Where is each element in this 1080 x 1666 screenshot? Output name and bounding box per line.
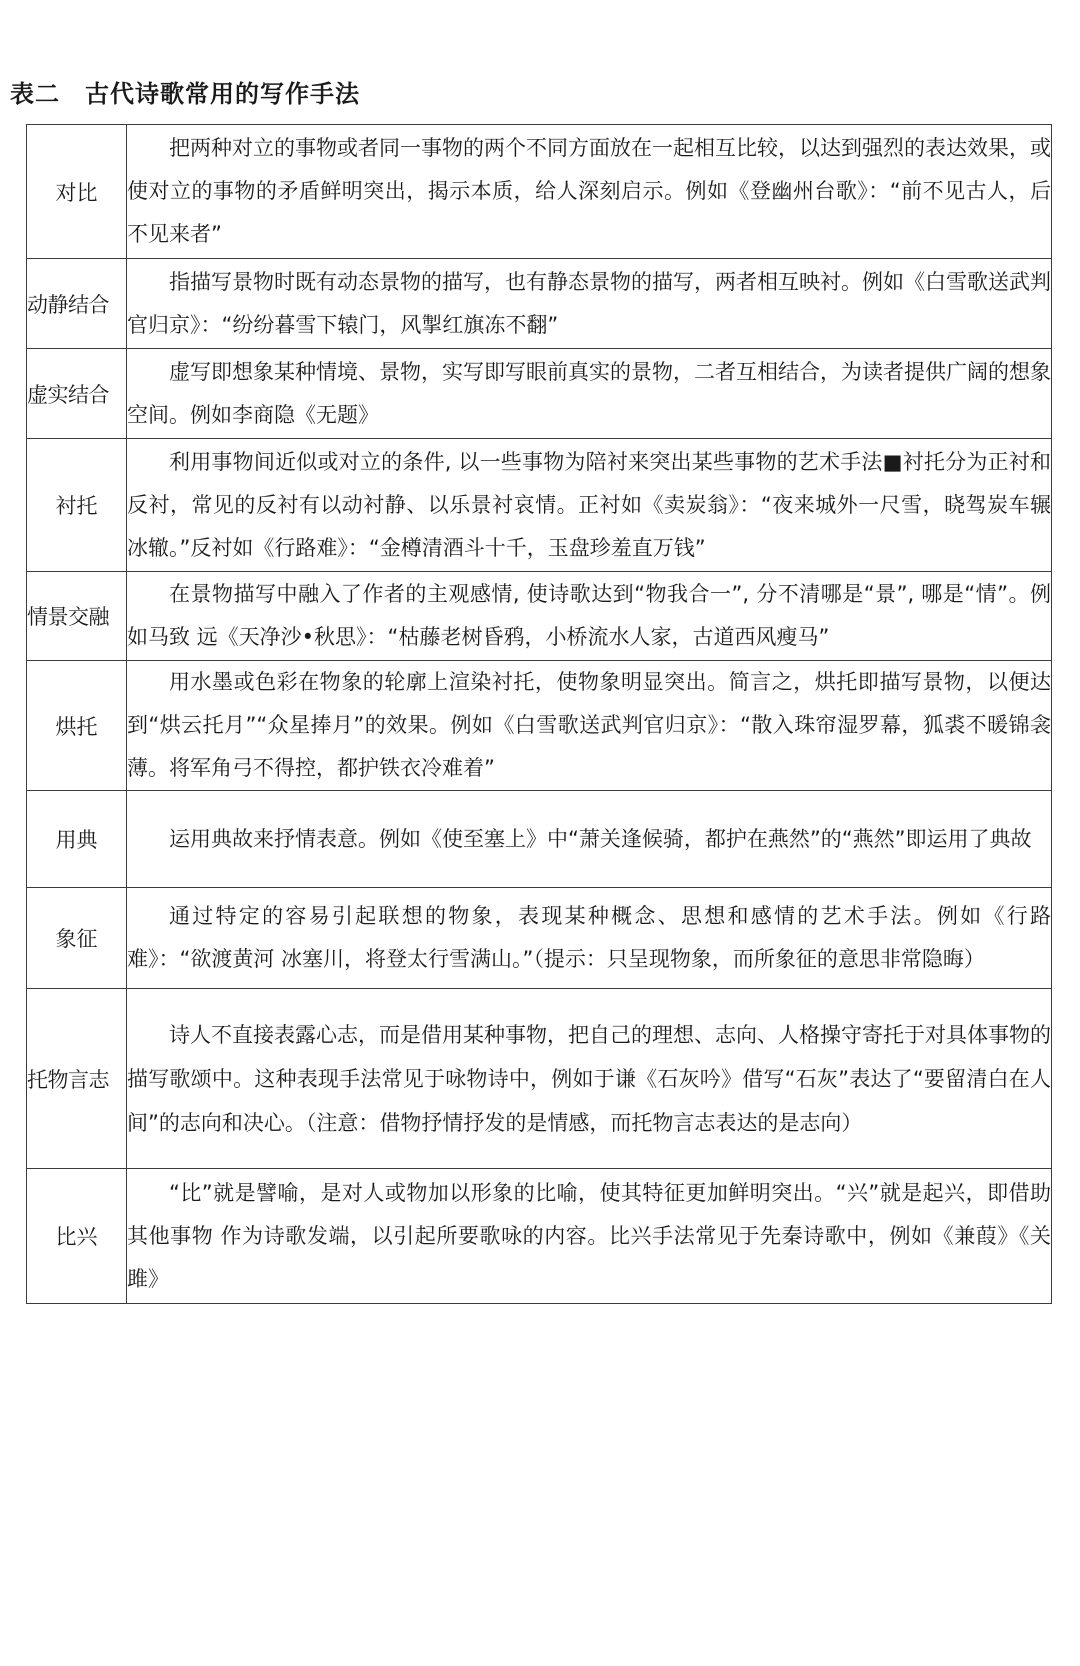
- method-name: 动静结合: [27, 259, 127, 349]
- table-row: [27, 572, 1052, 661]
- table-row: [27, 439, 1052, 572]
- method-name: 比兴: [27, 1169, 127, 1304]
- method-description: 虚写即想象某种情境、景物，实写即写眼前真实的景物，二者互相结合，为读者提供广阔的想象空间。例如李商隐《无题》: [127, 349, 1052, 439]
- method-description: 用水墨或色彩在物象的轮廓上渲染衬托，使物象明显突出。简言之，烘托即描写景物，以便达到“烘云托月”“众星捧月”的效果。例如《白雪歌送武判官归京》：“散入珠帘湿罗幕，狐裘不暖锦衾薄。将军角弓不得控，都护铁衣冷难着”: [127, 661, 1052, 791]
- method-description: 运用典故来抒情表意。例如《使至塞上》中“萧关逢候骑，都护在燕然”的“燕然”即运用了典故: [127, 791, 1052, 888]
- method-name: 烘托: [27, 661, 127, 791]
- method-name: 虚实结合: [27, 349, 127, 439]
- method-description: 在景物描写中融入了作者的主观感情, 使诗歌达到“物我合一”, 分不清哪是“景”, 哪是“情”。例如马致 远《天净沙•秋思》：“枯藤老树昏鸦，小桥流水人家，古道西风瘦马”: [127, 572, 1052, 661]
- method-description: 指描写景物时既有动态景物的描写，也有静态景物的描写，两者相互映衬。例如《白雪歌送武判官归京》：“纷纷暮雪下辕门，风掣红旗冻不翻”: [127, 259, 1052, 349]
- table-row: [27, 1169, 1052, 1304]
- table-row: [27, 125, 1052, 259]
- method-description: 利用事物间近似或对立的条件, 以一些事物为陪衬来突出某些事物的艺术手法■衬托分为正衬和反衬，常见的反衬有以动衬静、以乐景衬哀情。正衬如《卖炭翁》：“夜来城外一尺雪，晓驾炭车辗冰辙。”反衬如《行路难》：“金樽清酒斗十千，玉盘珍羞直万钱”: [127, 439, 1052, 572]
- method-name: 象征: [27, 888, 127, 989]
- table-row: [27, 989, 1052, 1169]
- method-description: 诗人不直接表露心志，而是借用某种事物，把自己的理想、志向、人格操守寄托于对具体事物的描写歌颂中。这种表现手法常见于咏物诗中，例如于谦《石灰吟》借写“石灰”表达了“要留清白在人间”的志向和决心。（注意：借物抒情抒发的是情感，而托物言志表达的是志向）: [127, 989, 1052, 1169]
- method-description: 通过特定的容易引起联想的物象，表现某种概念、思想和感情的艺术手法。例如《行路难》：“欲渡黄河 冰塞川，将登太行雪满山。”（提示：只呈现物象，而所象征的意思非常隐晦）: [127, 888, 1052, 989]
- table-row: [27, 259, 1052, 349]
- method-name: 情景交融: [27, 572, 127, 661]
- table-row: [27, 349, 1052, 439]
- table-row: [27, 661, 1052, 791]
- method-description: 把两种对立的事物或者同一事物的两个不同方面放在一起相互比较，以达到强烈的表达效果，或使对立的事物的矛盾鲜明突出，揭示本质，给人深刻启示。例如《登幽州台歌》：“前不见古人，后不见来者”: [127, 125, 1052, 259]
- page-title: 表二 古代诗歌常用的写作手法: [10, 80, 360, 108]
- table-row: [27, 888, 1052, 989]
- method-name: 用典: [27, 791, 127, 888]
- table-row: [27, 791, 1052, 888]
- method-name: 对比: [27, 125, 127, 259]
- method-name: 托物言志: [27, 989, 127, 1169]
- method-description: “比”就是譬喻，是对人或物加以形象的比喻，使其特征更加鲜明突出。“兴”就是起兴，即借助其他事物 作为诗歌发端，以引起所要歌咏的内容。比兴手法常见于先秦诗歌中，例如《兼葭》《关雎》: [127, 1169, 1052, 1304]
- method-name: 衬托: [27, 439, 127, 572]
- writing-methods-table: [26, 124, 1052, 1304]
